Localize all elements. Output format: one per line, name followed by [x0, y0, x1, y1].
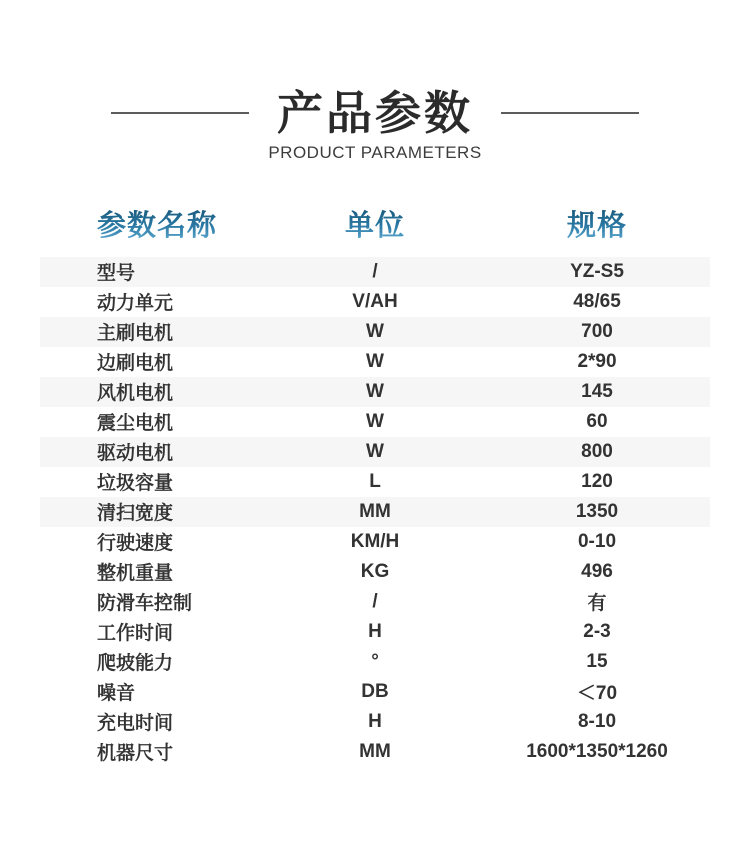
- column-header-parameter-name: 参数名称: [40, 203, 266, 244]
- page-subtitle: PRODUCT PARAMETERS: [268, 142, 482, 162]
- spec-cell: 2-3: [583, 620, 611, 642]
- table-header-row: [40, 199, 710, 249]
- unit-cell: W: [366, 350, 384, 372]
- parameter-name-cell: 边刷电机: [97, 353, 174, 375]
- parameter-name-cell: 防滑车控制: [97, 593, 193, 615]
- spec-cell: 60: [586, 410, 608, 432]
- unit-cell: W: [366, 410, 384, 432]
- parameter-name-cell: 工作时间: [97, 623, 174, 645]
- parameter-name-cell: 垃圾容量: [97, 473, 174, 495]
- table-row: [40, 497, 710, 527]
- parameter-name-cell: 清扫宽度: [97, 503, 174, 525]
- spec-cell: 496: [581, 560, 613, 582]
- title-divider-right: [501, 112, 639, 114]
- unit-cell: H: [368, 710, 382, 732]
- unit-cell: /: [372, 590, 378, 612]
- table-row: [40, 677, 710, 707]
- parameter-name-cell: 型号: [97, 263, 136, 285]
- table-row: [40, 587, 710, 617]
- unit-cell: H: [368, 620, 382, 642]
- spec-cell: 48/65: [573, 290, 621, 312]
- parameter-name-cell: 主刷电机: [97, 323, 174, 345]
- table-row: [40, 737, 710, 767]
- unit-cell: DB: [361, 680, 389, 702]
- parameter-name-cell: 机器尺寸: [97, 743, 174, 765]
- table-row: [40, 467, 710, 497]
- unit-cell: V/AH: [352, 290, 398, 312]
- table-row: [40, 527, 710, 557]
- unit-cell: W: [366, 380, 384, 402]
- table-row: [40, 347, 710, 377]
- spec-cell: 1600*1350*1260: [526, 740, 668, 762]
- table-row: [40, 287, 710, 317]
- spec-cell: 145: [581, 380, 613, 402]
- table-row: [40, 407, 710, 437]
- spec-cell: 800: [581, 440, 613, 462]
- spec-cell: ＜70: [576, 683, 618, 705]
- spec-cell: YZ-S5: [570, 260, 624, 282]
- spec-cell: 15: [586, 650, 608, 672]
- parameter-name-cell: 爬坡能力: [97, 653, 174, 675]
- spec-cell: 2*90: [577, 350, 617, 372]
- parameter-name-cell: 噪音: [97, 683, 136, 705]
- parameter-name-cell: 震尘电机: [97, 413, 174, 435]
- title-row: [0, 88, 750, 139]
- title-divider-left: [111, 112, 249, 114]
- spec-cell: 0-10: [577, 530, 617, 552]
- table-row: [40, 377, 710, 407]
- table-row: [40, 257, 710, 287]
- unit-cell: MM: [359, 500, 391, 522]
- unit-cell: KG: [360, 560, 390, 582]
- table-row: [40, 437, 710, 467]
- column-header-spec: 规格: [484, 203, 710, 244]
- spec-cell: 700: [581, 320, 613, 342]
- parameters-table: [40, 199, 710, 767]
- page-title: 产品参数: [277, 87, 473, 139]
- unit-cell: W: [366, 440, 384, 462]
- table-row: [40, 617, 710, 647]
- parameter-name-cell: 风机电机: [97, 383, 174, 405]
- unit-cell: MM: [359, 740, 391, 762]
- parameter-name-cell: 行驶速度: [97, 533, 174, 555]
- unit-cell: W: [366, 320, 384, 342]
- table-row: [40, 557, 710, 587]
- table-row: [40, 317, 710, 347]
- spec-cell: 1350: [575, 500, 619, 522]
- title-section: [0, 0, 750, 163]
- table-row: [40, 707, 710, 737]
- parameter-name-cell: 充电时间: [97, 713, 174, 735]
- spec-cell: 120: [581, 470, 613, 492]
- column-header-unit: 单位: [266, 203, 484, 244]
- unit-cell: L: [369, 470, 381, 492]
- unit-cell: KM/H: [350, 530, 400, 552]
- parameter-name-cell: 动力单元: [97, 293, 174, 315]
- unit-cell: °: [371, 650, 379, 672]
- spec-cell: 有: [587, 593, 607, 615]
- table-rows: [40, 257, 710, 767]
- spec-cell: 8-10: [577, 710, 617, 732]
- parameter-name-cell: 驱动电机: [97, 443, 174, 465]
- unit-cell: /: [372, 260, 378, 282]
- parameter-name-cell: 整机重量: [97, 563, 174, 585]
- table-row: [40, 647, 710, 677]
